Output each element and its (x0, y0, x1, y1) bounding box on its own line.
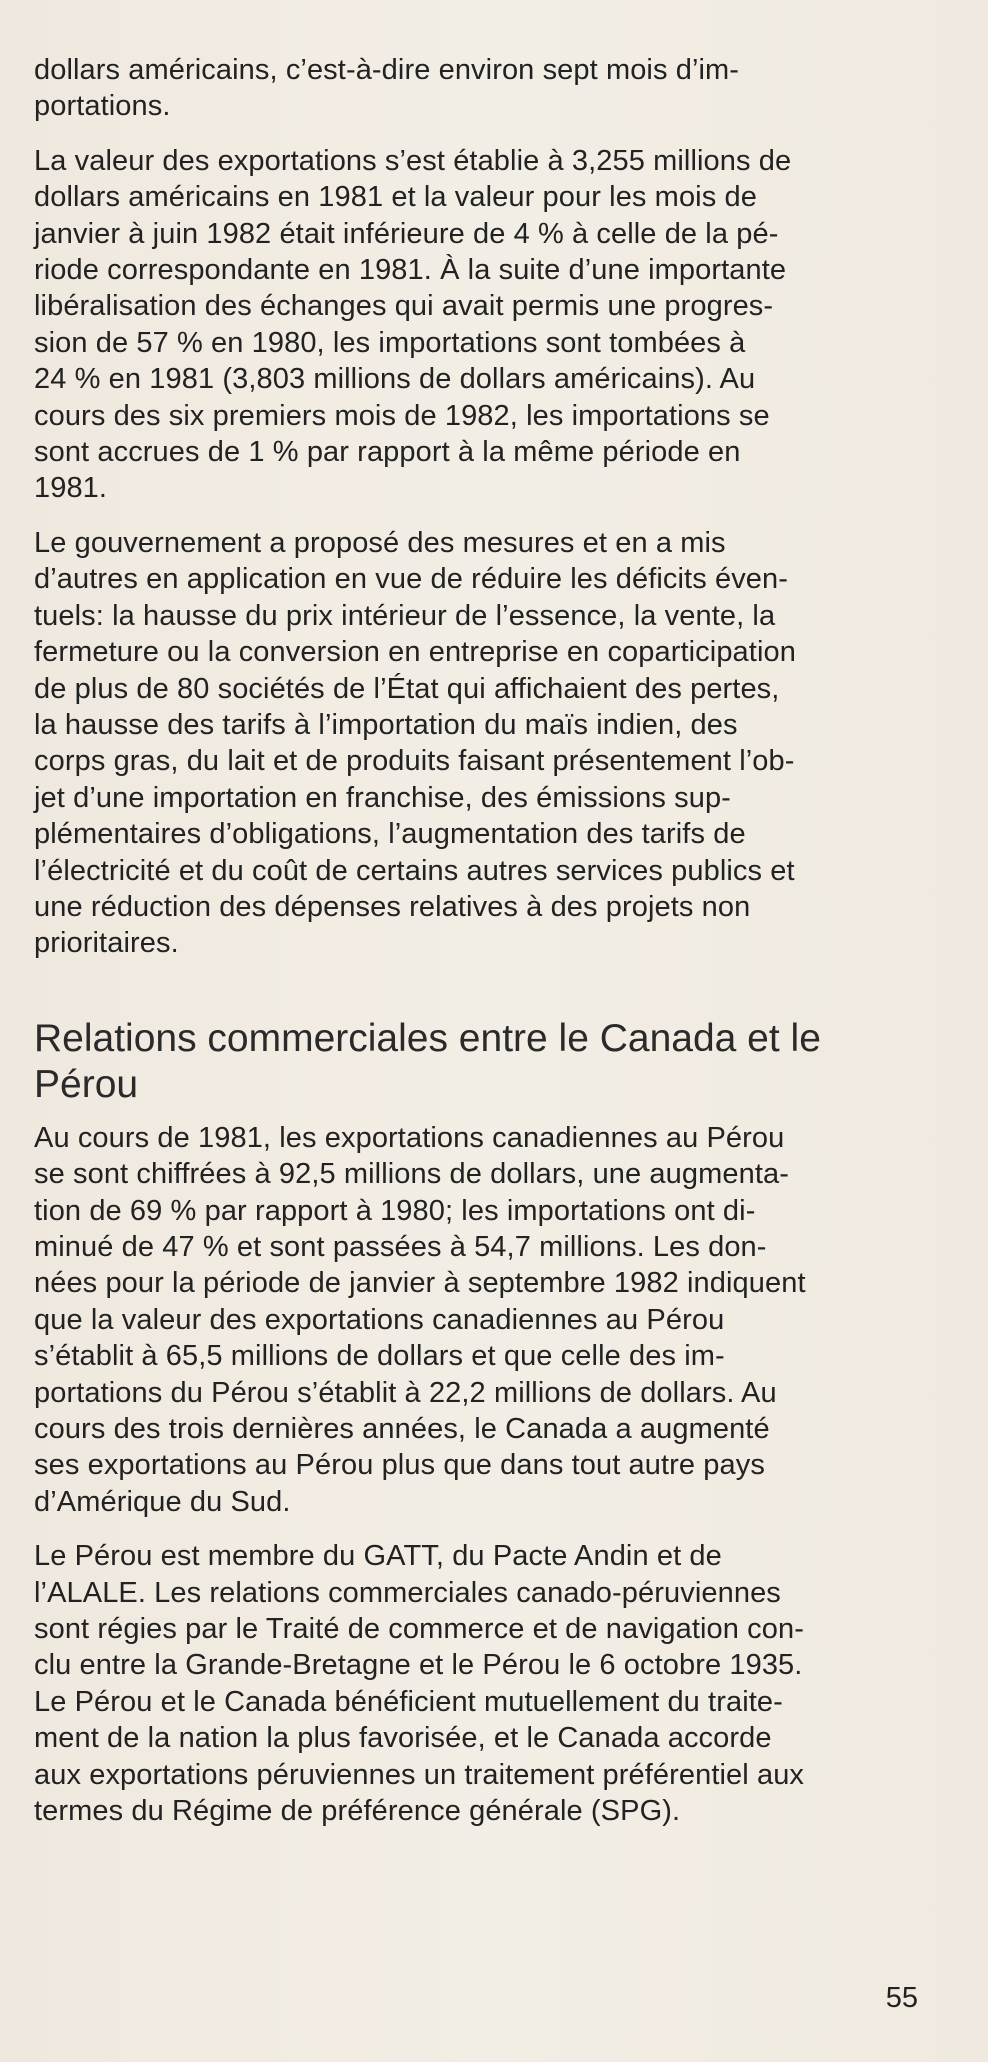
page-number: 55 (885, 1982, 918, 2014)
paragraph-exports-imports-value: La valeur des exportations s’est établie à 3,255 millions de dollars américains en 1981 et la valeur pour les mois de janvier à juin 1982 était inférieure de 4 % à celle de la pé- riode correspondante en 1981. À la suite d’une importante libéralisation des échanges qui avait permis une progres- sion de 57 % en 1980, les importations sont tombées à 24 % en 1981 (3,803 millions de dollars américains). Au cours des six premiers mois de 1982, les importations se sont accrues de 1 % par rapport à la même période en 1981. (34, 144, 792, 505)
paragraph-canadian-exports-peru: Au cours de 1981, les exportations canadiennes au Pérou se sont chiffrées à 92,5 millions de dollars, une augmenta- tion de 69 % par rapport à 1980; les importations ont di- minué de 47 % et sont passées à 54,7 millions. Les don- nées pour la période de janvier à septembre 1982 indiquent que la valeur des exportations canadiennes au Pérou s’établit à 65,5 millions de dollars et que celle des im- portations du Pérou s’établit à 22,2 millions de dollars. Au cours des trois dernières années, le Canada a augmenté ses exportations au Pérou plus que dans tout autre pays d’Amérique du Sud. (34, 1121, 806, 1518)
section-heading: Relations commerciales entre le Canada et le Pérou (34, 1016, 821, 1106)
text-column (34, 52, 934, 1829)
paragraph-import-reserves: dollars américains, c’est-à-dire environ sept mois d’im- portations. (34, 54, 740, 123)
paragraph-government-measures: Le gouvernement a proposé des mesures et en a mis d’autres en application en vue de réduire les déficits éven- tuels: la hausse du prix intérieur de l’essence, la vente, la fermeture ou la conversion en entreprise en coparticipation de plus de 80 sociétés de l’État qui affichaient des pertes, la hausse des tarifs à l’importation du maïs indien, des corps gras, du lait et de produits faisant présentement l’ob- jet d’une importation en franchise, des émissions sup- plémentaires d’obligations, l’augmentation des tarifs de l’électricité et du coût de certains autres services publics et une réduction des dépenses relatives à des projets non prioritaires. (34, 526, 796, 960)
paragraph-trade-agreements: Le Pérou est membre du GATT, du Pacte Andin et de l’ALALE. Les relations commerciales canado-péruviennes sont régies par le Traité de commerce et de navigation con- clu entre la Grande-Bretagne et le Pérou le 6 octobre 1935. Le Pérou et le Canada bénéficient mutuellement du traite- ment de la nation la plus favorisée, et le Canada accorde aux exportations péruviennes un traitement préférentiel aux termes du Régime de préférence générale (SPG). (34, 1540, 805, 1828)
